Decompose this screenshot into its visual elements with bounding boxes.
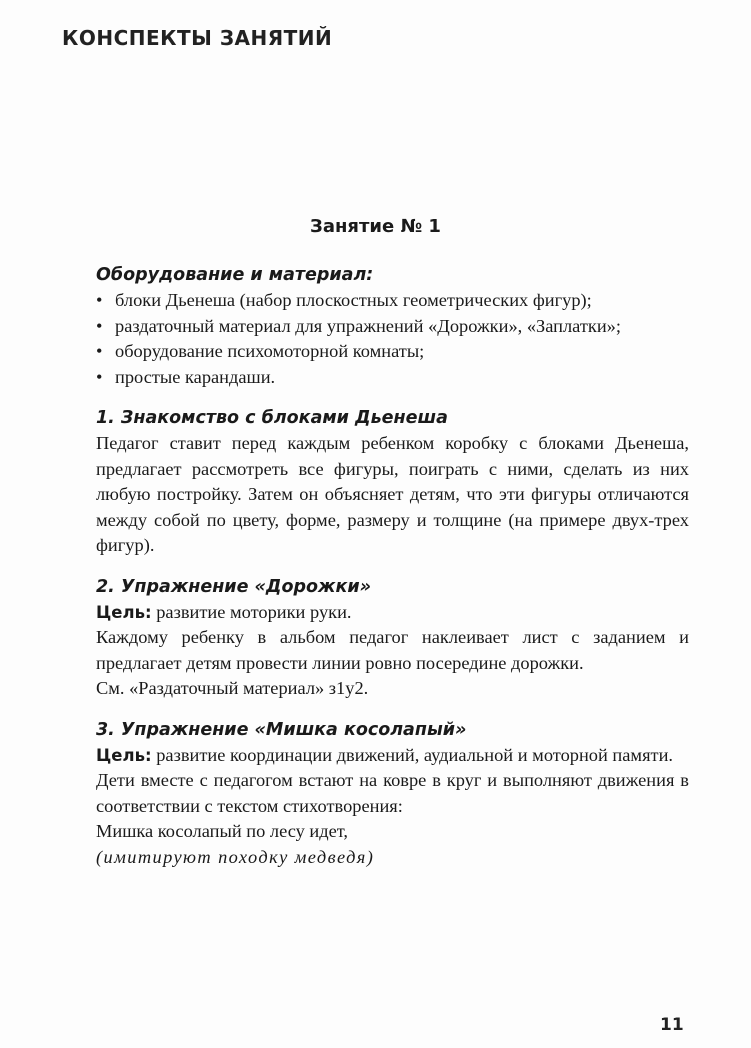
- lesson-title: Занятие № 1: [310, 216, 441, 237]
- section-heading: 2. Упражнение «Дорожки»: [96, 576, 371, 597]
- equipment-heading: Оборудование и материал:: [96, 265, 374, 285]
- poem-line: Мишка косолапый по лесу идет,: [96, 821, 349, 841]
- paragraph: Каждому ребенку в альбом педагог наклеивает лист с заданием и предлагает детям провести линии ровно посередине дорожки.: [96, 627, 689, 673]
- section-heading: 1. Знакомство с блоками Дьенеша: [96, 408, 448, 428]
- list-item: • блоки Дьенеша (набор плоскостных геометрических фигур);: [96, 288, 689, 314]
- list-item: • раздаточный материал для упражнений «Дорожки», «Заплатки»;: [96, 314, 689, 340]
- goal-text: развитие моторики руки.: [151, 601, 352, 622]
- goal-line: [96, 600, 689, 626]
- list-item: • простые карандаши.: [96, 365, 689, 391]
- goal-text: развитие координации движений, аудиальной и моторной памяти.: [151, 744, 674, 765]
- page-content: [96, 263, 689, 870]
- goal-line: [96, 743, 689, 769]
- stage-direction: (имитируют походку медведя): [96, 846, 375, 867]
- equipment-list: [96, 288, 689, 390]
- reference-line: См. «Раздаточный материал» з1у2.: [96, 678, 369, 698]
- section-heading: 3. Упражнение «Мишка косолапый»: [96, 719, 467, 740]
- running-header: КОНСПЕКТЫ ЗАНЯТИЙ: [62, 26, 333, 50]
- goal-label: Цель:: [96, 602, 152, 622]
- paragraph: Дети вместе с педагогом встают на ковре в круг и выполняют движения в соответствии с текстом стихотворения:: [96, 770, 689, 816]
- page-number: 11: [660, 1015, 684, 1035]
- goal-label: Цель:: [96, 745, 152, 765]
- paragraph: Педагог ставит перед каждым ребенком коробку с блоками Дьенеша, предлагает рассмотреть все фигуры, поиграть с ними, сделать из них любую постройку. Затем он объясняет детям, что эти фигуры отличаются между собой по цвету, форме, размеру и толщине (на примере двух-трех фигур).: [96, 433, 689, 555]
- list-item: • оборудование психомоторной комнаты;: [96, 339, 689, 365]
